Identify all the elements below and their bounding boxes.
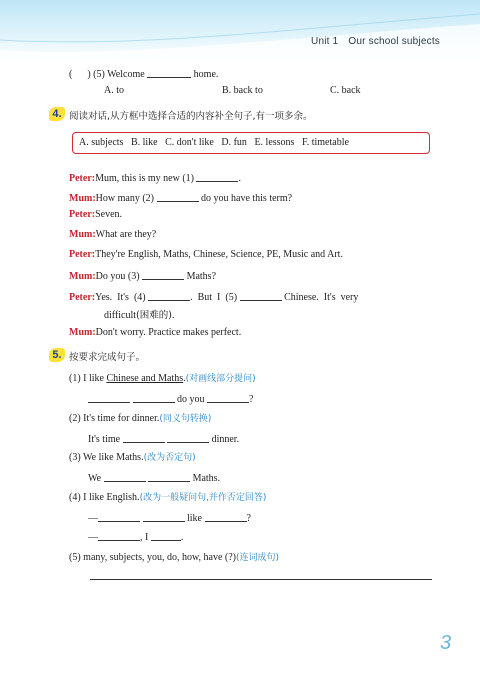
answer-blank[interactable] [148, 289, 190, 301]
q5-item: (2) It's time for dinner.(同义句转换) [69, 413, 212, 424]
word-bank-option: A. subjects [79, 137, 124, 148]
answer-blank[interactable] [123, 431, 165, 443]
speaker-label: Peter: [69, 249, 96, 260]
answer-blank[interactable] [151, 529, 181, 541]
q5-item: (5) many, subjects, you, do, how, have (?)(连词成句) [69, 552, 280, 563]
dialogue-line: Peter:They're English, Maths, Chinese, Science, PE, Music and Art. [69, 249, 343, 260]
dialogue-line: Mum:How many (2) do you have this term? [69, 190, 292, 204]
question-number-badge: 5. [49, 347, 65, 363]
word-bank-option: B. like [130, 137, 158, 148]
answer-line: It's time dinner. [88, 431, 239, 445]
answer-blank[interactable] [98, 510, 140, 522]
header-wave-decoration [0, 0, 480, 62]
answer-line: — , I . [88, 529, 183, 543]
underlined-phrase: Chinese and Maths [106, 373, 184, 384]
speaker-label: Mum: [69, 229, 96, 240]
word-bank-box [72, 132, 430, 154]
answer-blank[interactable] [207, 391, 249, 403]
answer-blank[interactable] [104, 470, 146, 482]
answer-blank[interactable] [98, 529, 140, 541]
answer-blank[interactable] [147, 66, 191, 78]
dialogue-line: Peter:Mum, this is my new (1) . [69, 170, 241, 184]
option-a: A. to [104, 85, 124, 96]
answer-blank[interactable] [142, 268, 184, 280]
dialogue-line: Peter:Yes. It's (4) . But I (5) Chinese. It's very [69, 289, 358, 303]
hint-text: (同义句转换) [159, 414, 212, 424]
speaker-label: Peter: [69, 173, 96, 184]
speaker-label: Mum: [69, 193, 96, 204]
word-bank-option: F. timetable [301, 137, 349, 148]
dialogue-line: Mum:Don't worry. Practice makes perfect. [69, 327, 242, 338]
option-c: C. back [330, 85, 361, 96]
word-bank-option: D. fun [221, 137, 247, 148]
question-number-badge: 4. [49, 106, 65, 122]
answer-blank[interactable] [133, 391, 175, 403]
q5-instruction: 按要求完成句子。 [69, 352, 146, 363]
answer-line: We Maths. [88, 470, 220, 484]
q-prev-item [69, 66, 218, 80]
hint-text: (对画线部分提问) [185, 374, 256, 384]
answer-blank[interactable] [88, 391, 130, 403]
q-prev-text: (5) Welcome [93, 69, 145, 80]
answer-blank[interactable] [143, 510, 185, 522]
word-bank-option: E. lessons [254, 137, 295, 148]
q5-item: (4) I like English.(改为一般疑问句,并作否定回答) [69, 492, 267, 503]
unit-number: Unit 1 [311, 36, 339, 47]
q-prev-tail: home. [193, 69, 219, 80]
word-bank-option: C. don't like [165, 137, 214, 148]
speaker-label: Mum: [69, 327, 96, 338]
q5-item: (3) We like Maths.(改为否定句) [69, 452, 196, 463]
option-b: B. back to [222, 85, 263, 96]
hint-text: (连词成句) [236, 553, 280, 563]
dialogue-line: Mum:Do you (3) Maths? [69, 268, 216, 282]
answer-paren: ( ) [69, 69, 91, 80]
answer-blank[interactable] [148, 470, 190, 482]
unit-header [311, 36, 440, 47]
speaker-label: Mum: [69, 271, 96, 282]
answer-blank[interactable] [167, 431, 209, 443]
answer-line: — like ? [88, 510, 251, 524]
dialogue-line-continued: difficult(困难的). [104, 310, 175, 321]
hint-text: (改为否定句) [143, 453, 196, 463]
answer-blank[interactable] [240, 289, 282, 301]
unit-title-text: Our school subjects [348, 36, 440, 47]
answer-blank[interactable] [196, 170, 238, 182]
speaker-label: Peter: [69, 209, 96, 220]
answer-blank[interactable] [205, 510, 247, 522]
answer-blank[interactable] [157, 190, 199, 202]
page-number: 3 [440, 632, 452, 654]
answer-line: do you ? [88, 391, 253, 405]
speaker-label: Peter: [69, 292, 96, 303]
q5-item: (1) I like Chinese and Maths.(对画线部分提问) [69, 373, 256, 384]
dialogue-line: Mum:What are they? [69, 229, 157, 240]
hint-text: (改为一般疑问句,并作否定回答) [139, 493, 267, 503]
q4-instruction: 阅读对话,从方框中选择合适的内容补全句子,有一项多余。 [69, 111, 313, 122]
dialogue-line: Peter:Seven. [69, 209, 123, 220]
answer-rule-long[interactable] [90, 579, 432, 580]
